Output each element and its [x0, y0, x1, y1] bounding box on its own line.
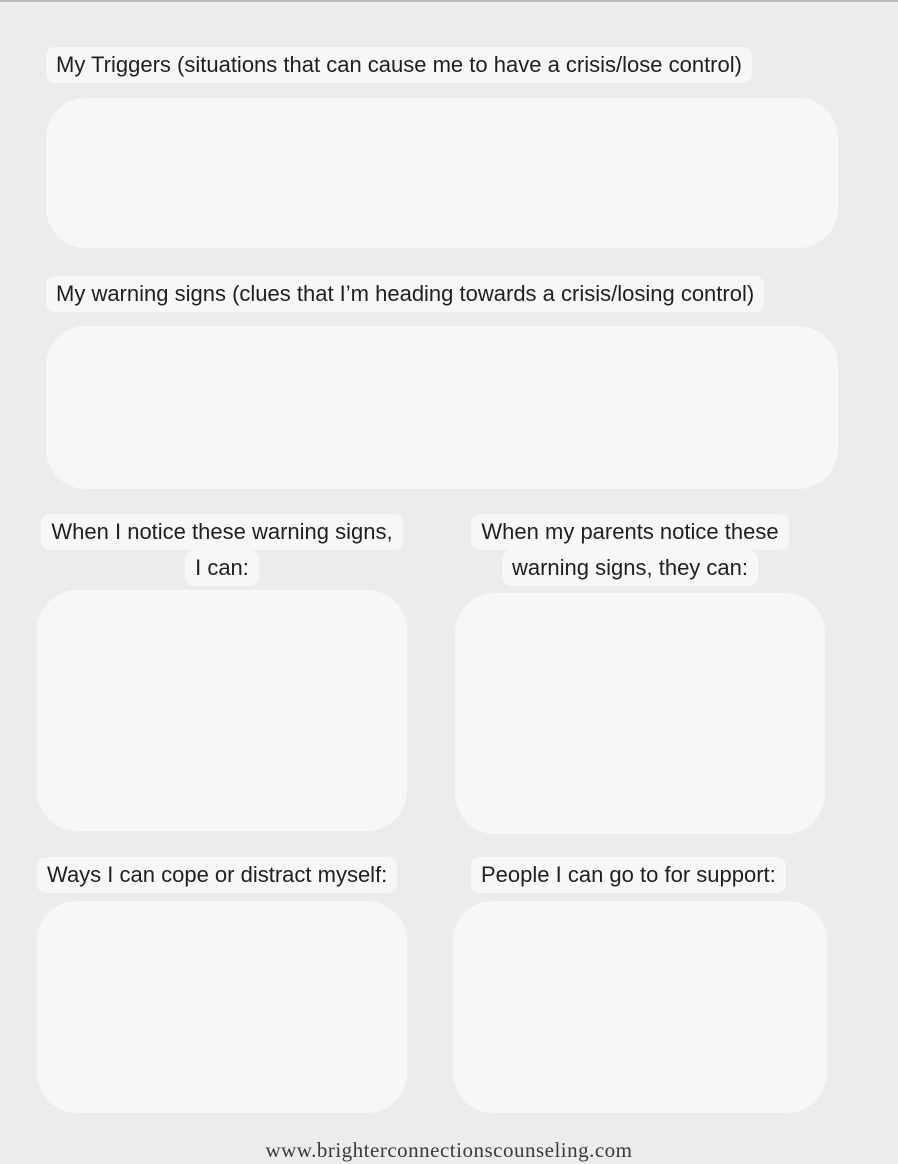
support-label: People I can go to for support:	[471, 857, 786, 893]
triggers-write-box[interactable]	[46, 98, 838, 248]
parents-can-label	[464, 514, 796, 586]
support-write-box[interactable]	[453, 901, 827, 1113]
i-can-write-box[interactable]	[37, 590, 407, 831]
warning-signs-label: My warning signs (clues that I’m heading towards a crisis/losing control)	[46, 276, 764, 312]
i-can-label-line-2: I can:	[185, 550, 259, 586]
top-rule	[0, 0, 898, 2]
warning-signs-write-box[interactable]	[46, 326, 838, 489]
footer-url: www.brighterconnectionscounseling.com	[265, 1138, 633, 1162]
parents-can-label-line-2: warning signs, they can:	[502, 550, 758, 586]
i-can-label-line-1: When I notice these warning signs,	[41, 514, 402, 550]
parents-can-label-line-1: When my parents notice these	[471, 514, 788, 550]
i-can-label	[38, 514, 406, 586]
coping-write-box[interactable]	[37, 901, 407, 1113]
parents-can-write-box[interactable]	[455, 593, 825, 834]
coping-label: Ways I can cope or distract myself:	[37, 857, 397, 893]
triggers-label: My Triggers (situations that can cause me to have a crisis/lose control)	[46, 47, 752, 83]
